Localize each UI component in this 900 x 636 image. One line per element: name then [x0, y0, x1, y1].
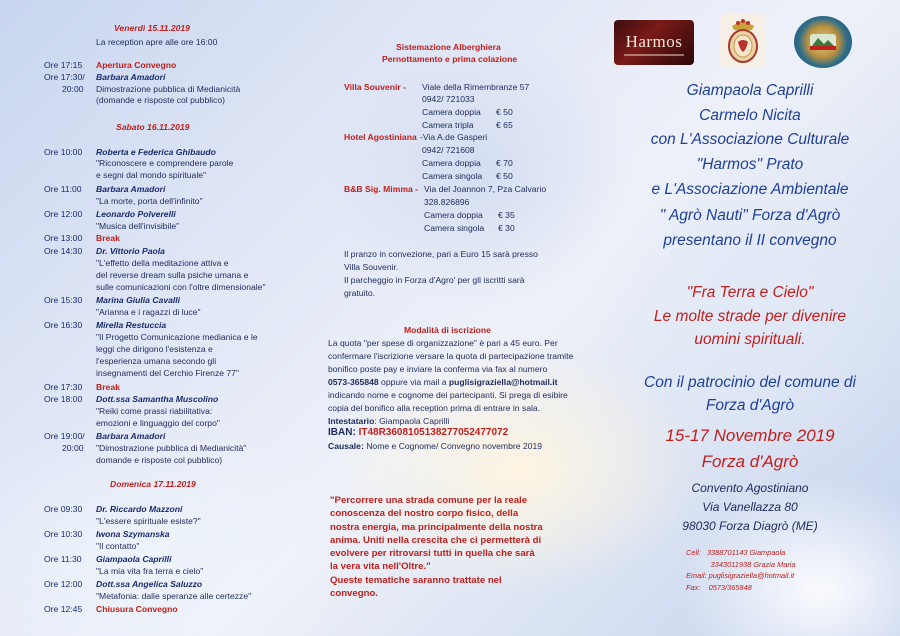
- event-desc: "L'essere spirituale esiste?": [96, 516, 201, 526]
- day-heading-friday: Venerdì 15.11.2019: [114, 23, 190, 33]
- venue-line: 98030 Forza Diagrò (ME): [682, 519, 818, 533]
- room-price: € 35: [498, 210, 515, 220]
- causale-line: [328, 441, 542, 452]
- room-price: € 50: [496, 107, 513, 117]
- event-title: Break: [96, 382, 120, 392]
- event-time: 20:00: [62, 84, 84, 94]
- registration-contact: [328, 377, 558, 388]
- event-desc: "Il Progetto Comunicazione medianica e le: [96, 332, 258, 342]
- event-desc: "La morte, porta dell'infinito": [96, 196, 203, 206]
- event-desc: "Dimostrazione pubblica di Medianicità": [96, 443, 247, 453]
- event-desc: "Il contatto": [96, 541, 140, 551]
- event-time: Ore 11:00: [44, 184, 82, 194]
- event-time: Ore 17:30/: [44, 72, 85, 82]
- program-panel: [0, 0, 300, 636]
- venue-line: Convento Agostiniano: [691, 481, 809, 495]
- event-title: Chiusura Convegno: [96, 604, 178, 614]
- event-title: Barbara Amadori: [96, 72, 166, 82]
- quote-line: anima. Uniti nella crescita che ci permetterà di: [330, 534, 542, 546]
- event-time: Ore 13:00: [44, 233, 83, 243]
- event-subtitle: uomini spirituali.: [694, 331, 806, 348]
- registration-text: bonifico poste pay e inviare la conferma via fax al numero: [328, 364, 548, 374]
- parking-note: Il parcheggio in Forza d'Agro' per gli iscritti sarà: [344, 275, 525, 285]
- event-time: Ore 10:00: [44, 147, 83, 157]
- event-title: Apertura Convegno: [96, 60, 177, 70]
- organizer-name: Carmelo Nicita: [699, 107, 801, 124]
- event-title: Marina Giulia Cavalli: [96, 295, 181, 305]
- event-time: Ore 11:30: [44, 554, 82, 564]
- intestatario-value: : Giampaola Caprilli: [374, 416, 450, 426]
- contact-phone: Cell: 3388701143 Giampaola: [686, 548, 786, 557]
- event-time: Ore 14:30: [44, 246, 83, 256]
- event-subtitle: Le molte strade per divenire: [653, 308, 847, 325]
- event-title: Iwona Szymanska: [96, 529, 170, 539]
- event-time: Ore 12:45: [44, 604, 83, 614]
- quote-line: convegno.: [330, 588, 378, 600]
- venue-line: Via Vanellazza 80: [702, 500, 798, 514]
- causale-value: Nome e Cognome/ Convegno novembre 2019: [366, 441, 543, 451]
- causale-label: Causale:: [328, 441, 364, 451]
- event-title: Barbara Amadori: [96, 431, 166, 441]
- event-place: Forza d'Agrò: [701, 452, 799, 471]
- hotel-name: Hotel Agostiniana: [344, 132, 417, 142]
- event-time: Ore 17:30: [44, 382, 83, 392]
- quote-block: [330, 494, 580, 600]
- hotel-address: Via del Joannon 7, Pza Calvario: [424, 184, 547, 194]
- event-title: Dr. Riccardo Mazzoni: [96, 504, 183, 514]
- quote-line: evolvere per ritrovarsi tutti in quella che sarà: [330, 548, 535, 560]
- hotel-name: B&B Sig. Mimma -: [344, 184, 419, 194]
- event-title: "Fra Terra e Cielo": [686, 284, 814, 301]
- event-title: Dott.ssa Samantha Muscolino: [96, 394, 219, 404]
- registration-text: confermare l'iscrizione versare la quota di partecipazione tramite: [328, 351, 574, 361]
- event-desc: e segni dal mondo spirituale": [96, 170, 207, 180]
- quote-line: nostra energia, ma principalmente della nostra: [330, 521, 543, 533]
- room-price: € 50: [496, 171, 513, 181]
- event-title: Barbara Amadori: [96, 184, 166, 194]
- room-type: Camera doppia: [422, 107, 481, 117]
- event-desc: del reverse dream sulla psiche umana e: [96, 270, 249, 280]
- organizer-name: Giampaola Caprilli: [686, 82, 814, 99]
- room-type: Camera singola: [422, 171, 483, 181]
- event-time: Ore 12:00: [44, 209, 83, 219]
- room-type: Camera doppia: [422, 158, 481, 168]
- iban-label: IBAN:: [328, 427, 356, 438]
- event-desc: leggi che dirigono l'esistenza e: [96, 344, 213, 354]
- iban-value: IT48R3608105138277052477072: [358, 427, 509, 438]
- event-time: Ore 18:00: [44, 394, 83, 404]
- coat-of-arms-logo: [720, 14, 766, 68]
- room-price: € 70: [496, 158, 513, 168]
- fax-number: 0573-365848: [328, 377, 379, 387]
- event-time: Ore 10:30: [44, 529, 83, 539]
- contact-fax: Fax: 0573/365848: [686, 582, 752, 592]
- quote-line: la vera vita nell'Oltre.": [330, 561, 431, 573]
- event-desc: Dimostrazione pubblica di Medianicità: [96, 84, 241, 94]
- organizer-line: "Harmos" Prato: [696, 156, 804, 173]
- day-heading-sunday: Domenica 17.11.2019: [110, 479, 196, 489]
- intestatario-line: [328, 416, 449, 427]
- organizer-line: " Agrò Nauti" Forza d'Agrò: [659, 207, 841, 224]
- event-title: Dott.ssa Angelica Saluzzo: [96, 579, 203, 589]
- intestatario-label: Intestatario: [328, 416, 375, 426]
- hotel-phone: 0942/ 721033: [422, 94, 475, 104]
- hotel-phone: 328.826896: [424, 197, 470, 207]
- harmos-logo: [614, 20, 694, 65]
- event-time: Ore 17:15: [44, 60, 83, 70]
- event-title: Dr. Vittorio Paola: [96, 246, 165, 256]
- event-desc: "L'effetto della meditazione attiva e: [96, 258, 229, 268]
- room-type: Camera tripla: [422, 120, 474, 130]
- lunch-note: Il pranzo in convezione, pari a Euro 15 sarà presso: [344, 249, 538, 259]
- event-title: Break: [96, 233, 120, 243]
- hotel-name: Villa Souvenir -: [344, 82, 406, 92]
- info-panel: [300, 0, 600, 636]
- event-title: Leonardo Polverelli: [96, 209, 176, 219]
- patronage-line: Con il patrocinio del comune di: [644, 374, 856, 391]
- event-time: Ore 12:00: [44, 579, 83, 589]
- hotel-section-title: Sistemazione Alberghiera: [396, 42, 501, 52]
- event-time: Ore 09:30: [44, 504, 83, 514]
- room-type: Camera singola: [424, 223, 485, 233]
- event-time: Ore 19:00/: [44, 431, 85, 441]
- event-desc: "Riconoscere e comprendere parole: [96, 158, 234, 168]
- registration-text: indicando nome e cognome dei partecipanti. Si prega di esibire: [328, 390, 568, 400]
- registration-text: La quota "per spese di organizzazione" è pari a 45 euro. Per: [328, 338, 558, 348]
- hotel-phone: 0942/ 721608: [422, 145, 475, 155]
- event-time: Ore 15:30: [44, 295, 83, 305]
- event-desc: "Arianna e i ragazzi di luce": [96, 307, 201, 317]
- registration-text: copia del bonifico alla reception prima di entrare in sala.: [328, 403, 541, 413]
- quote-line: "Percorrere una strada comune per la reale: [330, 495, 528, 506]
- lunch-note: Villa Souvenir.: [344, 262, 399, 272]
- event-desc: l'esperienza umana secondo gli: [96, 356, 217, 366]
- event-desc: "La mia vita fra terra e cielo": [96, 566, 204, 576]
- contact-email[interactable]: Email: puglisigraziella@hotmail.it: [686, 571, 795, 580]
- harmos-logo-text: Harmos: [625, 32, 683, 51]
- event-time: Ore 16:30: [44, 320, 83, 330]
- presenting-line: presentano il II convegno: [663, 232, 837, 249]
- room-price: € 30: [498, 223, 515, 233]
- hotel-address: Viale della Rimembranze 57: [422, 82, 530, 92]
- event-title: Giampaola Caprilli: [96, 554, 172, 564]
- iban-line: [328, 427, 508, 438]
- room-type: Camera doppia: [424, 210, 483, 220]
- event-desc: domande e risposte col pubblico): [96, 455, 223, 465]
- event-desc: emozioni e linguaggio del corpo": [96, 418, 220, 428]
- event-time: 20:00: [62, 443, 84, 453]
- event-desc: (domande e risposte col pubblico): [96, 95, 225, 105]
- event-title: Mirella Restuccia: [96, 320, 167, 330]
- patronage-line: Forza d'Agrò: [705, 397, 795, 414]
- parking-note: gratuito.: [344, 288, 376, 298]
- event-desc: insegnamenti del Cerchio Firenze 77": [96, 368, 240, 378]
- contact-phone: 3343011938 Grazia Maria: [686, 559, 796, 569]
- cover-panel: [600, 0, 900, 636]
- agro-nauti-icon: [794, 16, 852, 68]
- contact-block: [686, 547, 796, 593]
- event-title: Roberta e Federica Ghibaudo: [96, 147, 216, 157]
- reception-note: La reception apre alle ore 16:00: [96, 37, 218, 47]
- logo-underline: [624, 54, 684, 56]
- organizer-line: e L'Associazione Ambientale: [651, 181, 849, 198]
- quote-line: Queste tematiche saranno trattate nel: [330, 574, 502, 586]
- registration-title: Modalità di iscrizione: [404, 325, 491, 335]
- organizer-line: con L'Associazione Culturale: [650, 131, 850, 148]
- event-dates: 15-17 Novembre 2019: [665, 426, 835, 445]
- event-desc: sulle comunicazioni con l'oltre dimensionale": [96, 282, 266, 292]
- coat-of-arms-icon: [720, 14, 766, 68]
- contact-mid-text: oppure via mail a: [381, 377, 447, 387]
- event-desc: "Musica dell'invisibile": [96, 221, 180, 231]
- quote-line: conoscenza del nostro corpo fisico, della: [330, 508, 519, 520]
- event-desc: "Metafonia: dalle speranze alle certezze": [96, 591, 252, 601]
- room-price: € 65: [496, 120, 513, 130]
- event-desc: "Reiki come prassi riabilitativa:: [96, 406, 213, 416]
- day-heading-saturday: Sabato 16.11.2019: [116, 122, 190, 132]
- hotel-section-subtitle: Pernottamento e prima colazione: [382, 54, 518, 64]
- email-link[interactable]: puglisigraziella@hotmail.it: [448, 377, 558, 387]
- agro-nauti-logo: [794, 16, 852, 68]
- hotel-address: -Via A.de Gasperi: [420, 132, 488, 142]
